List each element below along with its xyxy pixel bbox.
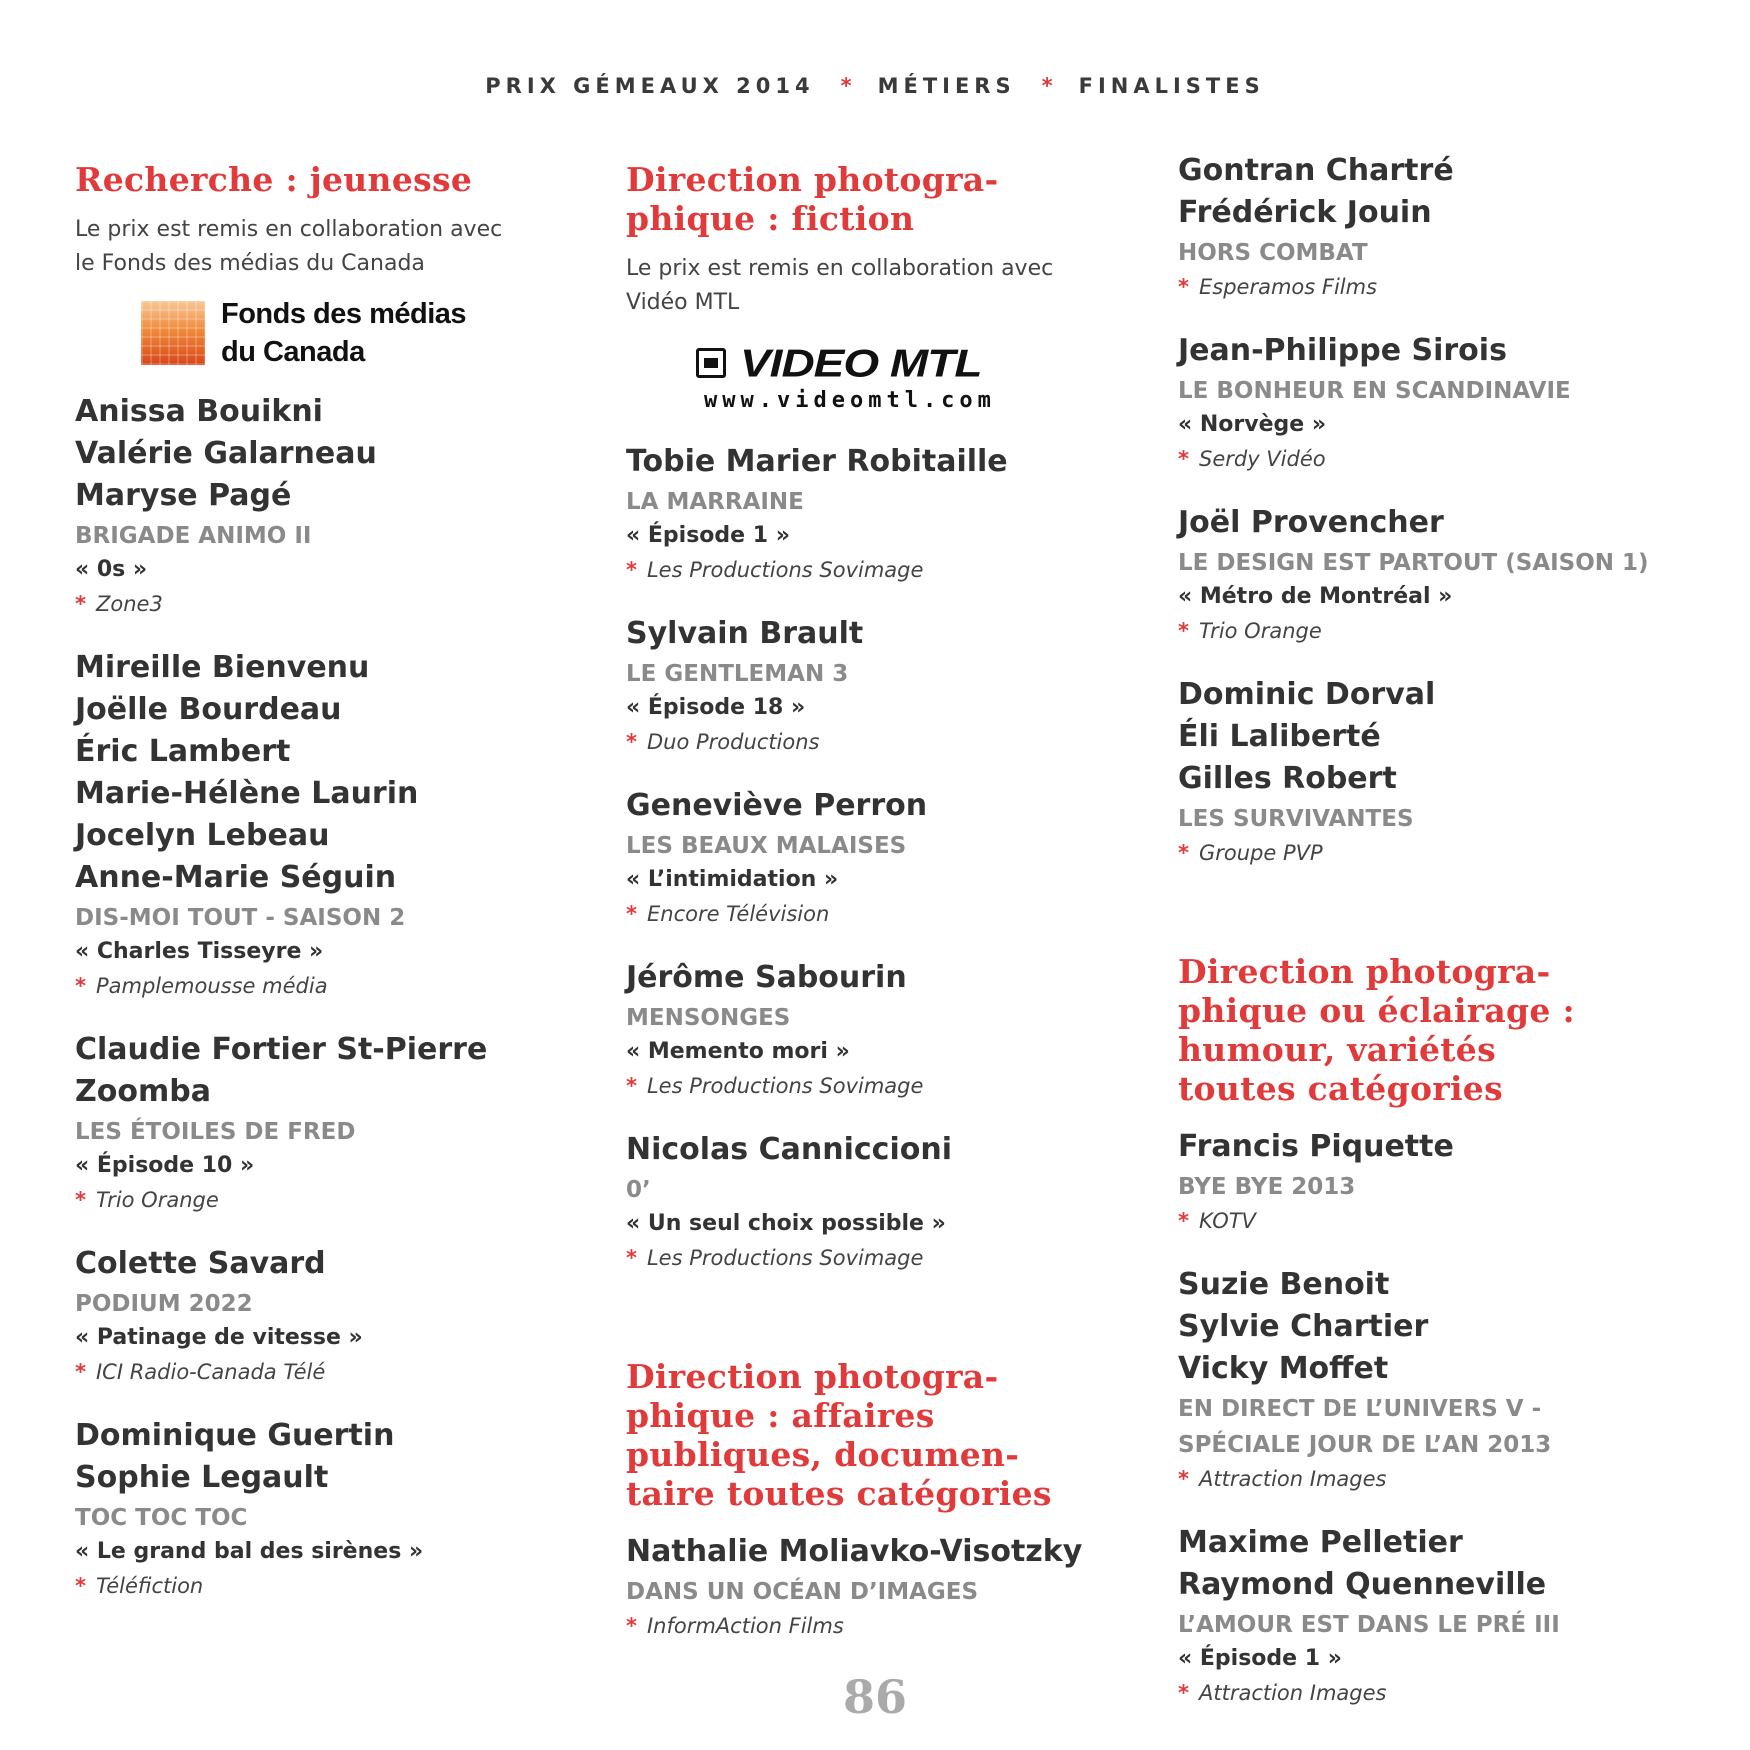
finalist-name: Jérôme Sabourin (626, 960, 907, 995)
finalist-entry (626, 1129, 1146, 1275)
finalist-name: Joël Provencher (1178, 505, 1444, 540)
finalist-name: Éli Laliberté (1178, 719, 1381, 754)
company-name: Groupe PVP (1198, 841, 1323, 865)
finalist-name: Joëlle Bourdeau (75, 692, 342, 727)
asterisk-icon: * (75, 1188, 86, 1212)
show-title: SPÉCIALE JOUR DE L’AN 2013 (1178, 1432, 1552, 1458)
show-title: LA MARRAINE (626, 489, 804, 515)
production-company (1178, 836, 1738, 870)
asterisk-icon: * (1178, 1209, 1189, 1233)
mosaic-icon (141, 301, 205, 365)
episode-title: « Norvège » (1178, 412, 1327, 437)
entries-list (1178, 150, 1738, 870)
finalist-name: Dominic Dorval (1178, 677, 1436, 712)
episode-title: « Épisode 1 » (1178, 1646, 1342, 1671)
company-name: Attraction Images (1198, 1467, 1387, 1491)
company-name: KOTV (1198, 1209, 1256, 1233)
company-name: InformAction Films (646, 1614, 844, 1638)
section-title: Direction photogra- phique ou éclairage : humour, variétés toutes catégories (1178, 952, 1575, 1108)
finalist-name: Vicky Moffet (1178, 1351, 1389, 1386)
page-header (0, 74, 1750, 98)
finalist-name: Geneviève Perron (626, 788, 928, 823)
asterisk-icon: * (1178, 619, 1189, 643)
show-title: HORS COMBAT (1178, 240, 1368, 266)
asterisk-icon: * (75, 974, 86, 998)
finalist-name: Sophie Legault (75, 1460, 329, 1495)
header-separator: * (840, 74, 852, 98)
production-company (75, 969, 575, 1003)
finalist-name: Suzie Benoit (1178, 1267, 1390, 1302)
episode-title: « Patinage de vitesse » (75, 1325, 363, 1350)
section-intro: Le prix est remis en collaboration avec Vidéo MTL (626, 256, 1054, 315)
show-title: LE GENTLEMAN 3 (626, 661, 849, 687)
finalist-entry (75, 1029, 575, 1217)
finalist-name: Francis Piquette (1178, 1129, 1454, 1164)
finalist-name: Maryse Pagé (75, 478, 292, 513)
finalist-name: Nicolas Canniccioni (626, 1132, 952, 1167)
show-title: BYE BYE 2013 (1178, 1174, 1356, 1200)
finalist-entry (626, 785, 1146, 931)
finalist-name: Anissa Bouikni (75, 394, 323, 429)
finalist-entry (1178, 674, 1738, 870)
show-title: MENSONGES (626, 1005, 791, 1031)
show-title: EN DIRECT DE L’UNIVERS V - (1178, 1396, 1542, 1422)
finalist-name: Jocelyn Lebeau (75, 818, 330, 853)
section-title: Recherche : jeunesse (75, 160, 473, 199)
page-number: 86 (842, 1670, 907, 1724)
finalist-entry (75, 391, 575, 621)
header-separator: * (1041, 74, 1053, 98)
company-name: Esperamos Films (1198, 275, 1378, 299)
asterisk-icon: * (626, 902, 637, 926)
finalist-name: Raymond Quenneville (1178, 1567, 1547, 1602)
show-title: 0’ (626, 1177, 651, 1203)
asterisk-icon: * (626, 1074, 637, 1098)
finalist-entry (1178, 1264, 1738, 1496)
entries-list (626, 1531, 1146, 1643)
asterisk-icon: * (626, 730, 637, 754)
production-company (626, 553, 1146, 587)
finalist-entry (626, 441, 1146, 587)
episode-title: « Memento mori » (626, 1039, 850, 1064)
episode-title: « Métro de Montréal » (1178, 584, 1453, 609)
finalist-name: Jean-Philippe Sirois (1178, 333, 1507, 368)
company-name: Les Productions Sovimage (646, 1246, 924, 1270)
finalist-name: Tobie Marier Robitaille (626, 444, 1008, 479)
company-name: Duo Productions (646, 730, 820, 754)
asterisk-icon: * (1178, 275, 1189, 299)
company-name: ICI Radio-Canada Télé (95, 1360, 326, 1384)
section-intro: Le prix est remis en collaboration avec le Fonds des médias du Canada (75, 217, 503, 276)
company-name: Pamplemousse média (95, 974, 328, 998)
company-name: Trio Orange (1198, 619, 1322, 643)
video-mtl-logo: VIDEO MTL www.videomtl.com (696, 340, 1066, 413)
show-title: LES ÉTOILES DE FRED (75, 1119, 356, 1145)
episode-title: « Épisode 1 » (626, 523, 790, 548)
production-company (75, 587, 575, 621)
company-name: Attraction Images (1198, 1681, 1387, 1705)
entries-list (1178, 1126, 1738, 1710)
asterisk-icon: * (626, 558, 637, 582)
section-title: Direction photogra- phique : fiction (626, 160, 999, 238)
asterisk-icon: * (626, 1246, 637, 1270)
camera-icon (696, 348, 726, 378)
production-company (75, 1355, 575, 1389)
finalist-name: Frédérick Jouin (1178, 195, 1432, 230)
production-company (1178, 614, 1738, 648)
show-title: L’AMOUR EST DANS LE PRÉ III (1178, 1612, 1560, 1638)
show-title: LE DESIGN EST PARTOUT (SAISON 1) (1178, 550, 1649, 576)
company-name: Trio Orange (95, 1188, 219, 1212)
finalist-name: Mireille Bienvenu (75, 650, 370, 685)
episode-title: « Le grand bal des sirènes » (75, 1539, 424, 1564)
episode-title: « Épisode 18 » (626, 695, 806, 720)
production-company (626, 1241, 1146, 1275)
production-company (626, 725, 1146, 759)
column-3 (1178, 150, 1738, 1736)
header-category: FINALISTES (1078, 74, 1265, 98)
finalist-name: Claudie Fortier St-Pierre (75, 1032, 488, 1067)
company-name: Zone3 (95, 592, 163, 616)
company-name: Encore Télévision (646, 902, 830, 926)
entries-list (626, 441, 1146, 1275)
finalist-entry (75, 1415, 575, 1603)
finalist-name: Zoomba (75, 1074, 211, 1109)
finalist-entry (75, 647, 575, 1003)
finalist-name: Colette Savard (75, 1246, 326, 1281)
finalist-entry (626, 957, 1146, 1103)
header-publication: PRIX GÉMEAUX 2014 (485, 74, 815, 98)
production-company (1178, 442, 1738, 476)
header-section: MÉTIERS (877, 74, 1016, 98)
company-name: Les Productions Sovimage (646, 1074, 924, 1098)
finalist-name: Sylvie Chartier (1178, 1309, 1429, 1344)
asterisk-icon: * (1178, 447, 1189, 471)
show-title: LES BEAUX MALAISES (626, 833, 907, 859)
episode-title: « Un seul choix possible » (626, 1211, 946, 1236)
episode-title: « Épisode 10 » (75, 1153, 255, 1178)
production-company (75, 1569, 575, 1603)
asterisk-icon: * (1178, 1467, 1189, 1491)
asterisk-icon: * (75, 1574, 86, 1598)
column-1 (75, 160, 575, 1629)
finalist-name: Maxime Pelletier (1178, 1525, 1463, 1560)
asterisk-icon: * (626, 1614, 637, 1638)
finalist-name: Sylvain Brault (626, 616, 864, 651)
entries-list (75, 391, 575, 1603)
production-company (1178, 270, 1738, 304)
finalist-name: Gontran Chartré (1178, 153, 1454, 188)
asterisk-icon: * (1178, 841, 1189, 865)
column-2 (626, 160, 1146, 1669)
production-company (1178, 1204, 1738, 1238)
show-title: TOC TOC TOC (75, 1505, 248, 1531)
finalist-entry (1178, 502, 1738, 648)
show-title: DIS-MOI TOUT - SAISON 2 (75, 905, 406, 931)
production-company (626, 1069, 1146, 1103)
finalist-name: Éric Lambert (75, 734, 291, 769)
finalist-name: Dominique Guertin (75, 1418, 395, 1453)
production-company (75, 1183, 575, 1217)
company-name: Serdy Vidéo (1198, 447, 1326, 471)
show-title: PODIUM 2022 (75, 1291, 253, 1317)
episode-title: « L’intimidation » (626, 867, 839, 892)
show-title: LE BONHEUR EN SCANDINAVIE (1178, 378, 1571, 404)
company-name: Les Productions Sovimage (646, 558, 924, 582)
finalist-entry (1178, 330, 1738, 476)
asterisk-icon: * (75, 1360, 86, 1384)
asterisk-icon: * (75, 592, 86, 616)
show-title: BRIGADE ANIMO II (75, 523, 312, 549)
show-title: DANS UN OCÉAN D’IMAGES (626, 1579, 979, 1605)
finalist-entry (75, 1243, 575, 1389)
finalist-name: Gilles Robert (1178, 761, 1397, 796)
finalist-entry (1178, 150, 1738, 304)
finalist-entry (1178, 1126, 1738, 1238)
finalist-name: Valérie Galarneau (75, 436, 377, 471)
episode-title: « Charles Tisseyre » (75, 939, 324, 964)
finalist-entry (626, 613, 1146, 759)
company-name: Téléfiction (95, 1574, 204, 1598)
section-title: Direction photogra- phique : affaires publiques, documen- taire toutes catégories (626, 1357, 1052, 1513)
production-company (626, 1609, 1146, 1643)
asterisk-icon: * (1178, 1681, 1189, 1705)
fonds-medias-canada-logo: Fonds des médias du Canada (141, 295, 575, 371)
episode-title: « 0s » (75, 557, 148, 582)
finalist-entry (626, 1531, 1146, 1643)
production-company (626, 897, 1146, 931)
production-company (1178, 1462, 1738, 1496)
finalist-name: Anne-Marie Séguin (75, 860, 397, 895)
show-title: LES SURVIVANTES (1178, 806, 1414, 832)
finalist-name: Nathalie Moliavko-Visotzky (626, 1534, 1083, 1569)
finalist-name: Marie-Hélène Laurin (75, 776, 419, 811)
